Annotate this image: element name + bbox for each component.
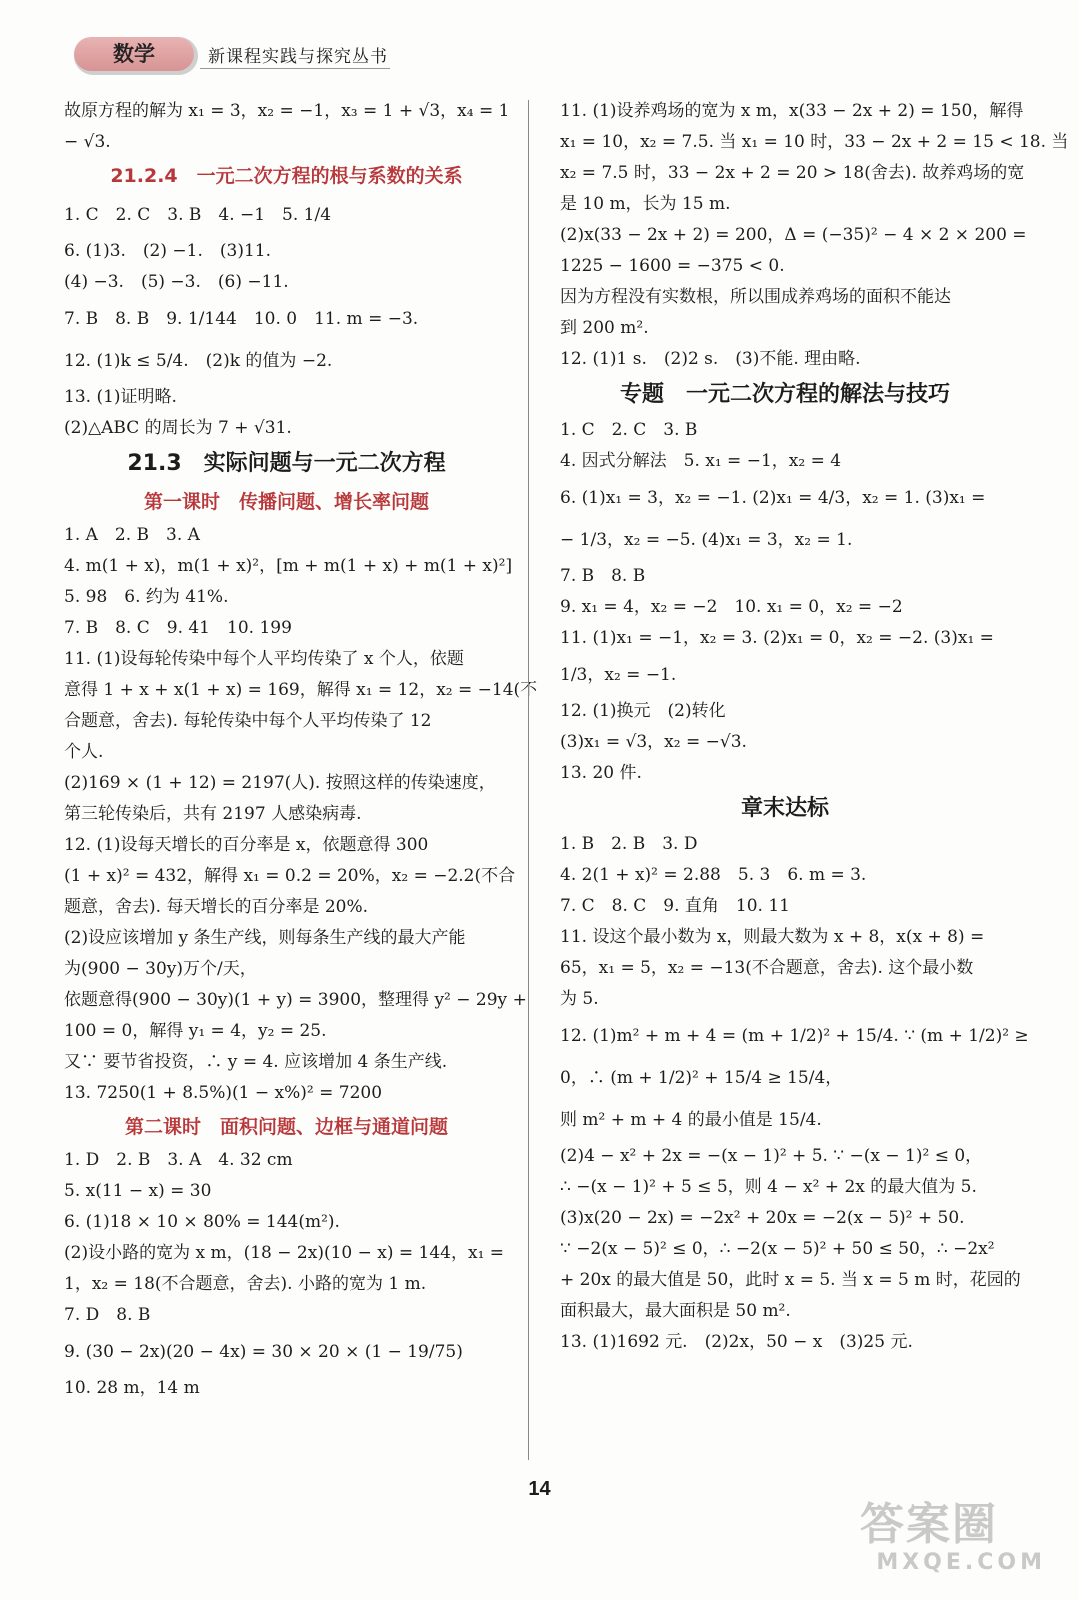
- answer-line: 0，∴ (m + 1/2)² + 15/4 ≥ 15/4，: [560, 1068, 843, 1088]
- answer-line: 第三轮传染后，共有 2197 人感染病毒.: [64, 804, 362, 824]
- answer-line: 题意，舍去). 每天增长的百分率是 20%.: [64, 897, 369, 917]
- answer-line: (1 + x)² = 432，解得 x₁ = 0.2 = 20%，x₂ = −2.2(不合: [64, 866, 516, 886]
- section-heading: 章末达标: [740, 796, 829, 821]
- answer-line: 5. 98 6. 约为 41%.: [64, 587, 229, 607]
- answer-line: 面积最大，最大面积是 50 m².: [560, 1301, 791, 1321]
- answer-line: 则 m² + m + 4 的最小值是 15/4.: [560, 1110, 822, 1130]
- answer-line: 1. B 2. B 3. D: [560, 834, 698, 854]
- answer-line: 9. (30 − 2x)(20 − 4x) = 30 × 20 × (1 − 19/75): [64, 1342, 463, 1362]
- page-number: 14: [528, 1478, 551, 1500]
- answer-line: 依题意得(900 − 30y)(1 + y) = 3900，整理得 y² − 29y +: [64, 990, 527, 1010]
- answer-line: (2)△ABC 的周长为 7 + √31.: [64, 418, 292, 438]
- answer-line: 13. 20 件.: [560, 763, 642, 783]
- answer-line: 11. (1)设每轮传染中每个人平均传染了 x 个人，依题: [64, 649, 464, 669]
- answer-line: 1. C 2. C 3. B: [560, 420, 698, 440]
- answer-line: − 1/3，x₂ = −5. (4)x₁ = 3，x₂ = 1.: [560, 530, 853, 550]
- left-column: [64, 96, 538, 1404]
- answer-line: 7. B 8. C 9. 41 10. 199: [64, 618, 292, 638]
- answer-line: (2)设应该增加 y 条生产线，则每条生产线的最大产能: [64, 928, 466, 948]
- answer-line: 又∵ 要节省投资，∴ y = 4. 应该增加 4 条生产线.: [64, 1052, 448, 1072]
- answer-line: 6. (1)3. (2) −1. (3)11.: [64, 241, 271, 261]
- section-heading: 专题 一元二次方程的解法与技巧: [619, 382, 950, 407]
- answer-line: 13. 7250(1 + 8.5%)(1 − x%)² = 7200: [64, 1083, 383, 1103]
- answer-line: (2)设小路的宽为 x m，(18 − 2x)(10 − x) = 144，x₁ =: [64, 1243, 505, 1263]
- answer-line: 4. 2(1 + x)² = 2.88 5. 3 6. m = 3.: [560, 865, 867, 885]
- answer-line: 13. (1)证明略.: [64, 387, 177, 407]
- section-heading: 21.3 实际问题与一元二次方程: [127, 451, 446, 476]
- subsection-heading: 第二课时 面积问题、边框与通道问题: [124, 1116, 448, 1138]
- answer-line: 7. D 8. B: [64, 1305, 151, 1325]
- answer-line: 7. B 8. B 9. 1/144 10. 0 11. m = −3.: [64, 309, 419, 329]
- answer-line: (2)169 × (1 + 12) = 2197(人). 按照这样的传染速度，: [64, 773, 496, 793]
- answer-line: 合题意，舍去). 每轮传染中每个人平均传染了 12: [64, 711, 432, 731]
- answer-line: 11. 设这个最小数为 x，则最大数为 x + 8，x(x + 8) =: [560, 927, 985, 947]
- watermark-url: MXQE.COM: [876, 1550, 1046, 1575]
- answer-line: 65，x₁ = 5，x₂ = −13(不合题意，舍去). 这个最小数: [560, 958, 974, 978]
- subsection-heading: 第一课时 传播问题、增长率问题: [143, 491, 429, 513]
- answer-line: 4. m(1 + x)，m(1 + x)²，[m + m(1 + x) + m(1 + x)²]: [64, 556, 513, 576]
- series-title: 新课程实践与探究丛书: [208, 47, 388, 67]
- answer-line: 10. 28 m，14 m: [64, 1378, 200, 1398]
- answer-line: ∴ −(x − 1)² + 5 ≤ 5，则 4 − x² + 2x 的最大值为 5.: [560, 1177, 977, 1197]
- answer-line: 100 = 0，解得 y₁ = 4，y₂ = 25.: [64, 1021, 327, 1041]
- answer-line: 为(900 − 30y)万个/天，: [64, 959, 257, 979]
- answer-line: (2)4 − x² + 2x = −(x − 1)² + 5. ∵ −(x − 1)² ≤ 0，: [560, 1146, 983, 1166]
- answer-line: 1225 − 1600 = −375 < 0.: [560, 256, 785, 276]
- answer-line: 12. (1)设每天增长的百分率是 x，依题意得 300: [64, 835, 429, 855]
- answer-line: + 20x 的最大值是 50，此时 x = 5. 当 x = 5 m 时，花园的: [560, 1270, 1021, 1290]
- answer-line: − √3.: [64, 132, 111, 152]
- answer-line: 11. (1)设养鸡场的宽为 x m，x(33 − 2x + 2) = 150，解得: [560, 101, 1024, 121]
- answer-line: 12. (1)1 s. (2)2 s. (3)不能. 理由略.: [560, 349, 861, 369]
- answer-line: ∵ −2(x − 5)² ≤ 0，∴ −2(x − 5)² + 50 ≤ 50，∴ −2x²: [560, 1239, 995, 1259]
- answer-line: 6. (1)18 × 10 × 80% = 144(m²).: [64, 1212, 340, 1232]
- answer-line: 4. 因式分解法 5. x₁ = −1，x₂ = 4: [560, 451, 842, 471]
- answer-line: 9. x₁ = 4，x₂ = −2 10. x₁ = 0，x₂ = −2: [560, 597, 903, 617]
- subject-tab: 数学: [74, 37, 194, 71]
- answer-line: 1，x₂ = 18(不合题意，舍去). 小路的宽为 1 m.: [64, 1274, 427, 1294]
- answer-line: 1. A 2. B 3. A: [64, 525, 200, 545]
- answer-line: (3)x₁ = √3，x₂ = −√3.: [560, 732, 747, 752]
- answer-line: 1/3，x₂ = −1.: [560, 665, 677, 685]
- answer-line: 12. (1)换元 (2)转化: [560, 701, 726, 721]
- answer-line: 是 10 m，长为 15 m.: [560, 194, 731, 214]
- answer-line: 6. (1)x₁ = 3，x₂ = −1. (2)x₁ = 4/3，x₂ = 1. (3)x₁ =: [560, 488, 986, 508]
- answer-line: 故原方程的解为 x₁ = 3，x₂ = −1，x₃ = 1 + √3，x₄ = 1: [64, 101, 510, 121]
- answer-line: 12. (1)m² + m + 4 = (m + 1/2)² + 15/4. ∵ (m + 1/2)² ≥: [560, 1026, 1029, 1046]
- answer-line: 为 5.: [560, 989, 599, 1009]
- answer-line: 5. x(11 − x) = 30: [64, 1181, 212, 1201]
- answer-line: 因为方程没有实数根，所以围成养鸡场的面积不能达: [560, 287, 951, 307]
- answer-line: (2)x(33 − 2x + 2) = 200，Δ = (−35)² − 4 × 2 × 200 =: [560, 225, 1027, 245]
- answer-line: 1. D 2. B 3. A 4. 32 cm: [64, 1150, 293, 1170]
- header-rule: [200, 68, 390, 69]
- answer-line: (4) −3. (5) −3. (6) −11.: [64, 272, 289, 292]
- answer-line: 意得 1 + x + x(1 + x) = 169，解得 x₁ = 12，x₂ = −14(不: [64, 680, 538, 700]
- answer-line: x₂ = 7.5 时，33 − 2x + 2 = 20 > 18(舍去). 故养鸡场的宽: [560, 163, 1025, 183]
- answer-line: 1. C 2. C 3. B 4. −1 5. 1/4: [64, 205, 332, 225]
- column-divider: [528, 100, 529, 1460]
- answer-line: x₁ = 10，x₂ = 7.5. 当 x₁ = 10 时，33 − 2x + 2 = 15 < 18. 当: [560, 132, 1069, 152]
- answer-line: 到 200 m².: [560, 318, 649, 338]
- answer-line: 11. (1)x₁ = −1，x₂ = 3. (2)x₁ = 0，x₂ = −2. (3)x₁ =: [560, 628, 994, 648]
- answer-line: 个人.: [64, 742, 104, 762]
- answer-line: 7. C 8. C 9. 直角 10. 11: [560, 896, 790, 916]
- right-column: [560, 96, 1069, 1358]
- answer-line: (3)x(20 − 2x) = −2x² + 20x = −2(x − 5)² + 50.: [560, 1208, 965, 1228]
- answer-line: 12. (1)k ≤ 5/4. (2)k 的值为 −2.: [64, 351, 333, 371]
- watermark-logo: [860, 1500, 1060, 1590]
- answer-line: 7. B 8. B: [560, 566, 646, 586]
- subsection-heading: 21.2.4 一元二次方程的根与系数的关系: [110, 165, 463, 187]
- answer-line: 13. (1)1692 元. (2)2x，50 − x (3)25 元.: [560, 1332, 913, 1352]
- page-header: [0, 0, 1079, 90]
- watermark-text: 答案圈: [860, 1499, 998, 1550]
